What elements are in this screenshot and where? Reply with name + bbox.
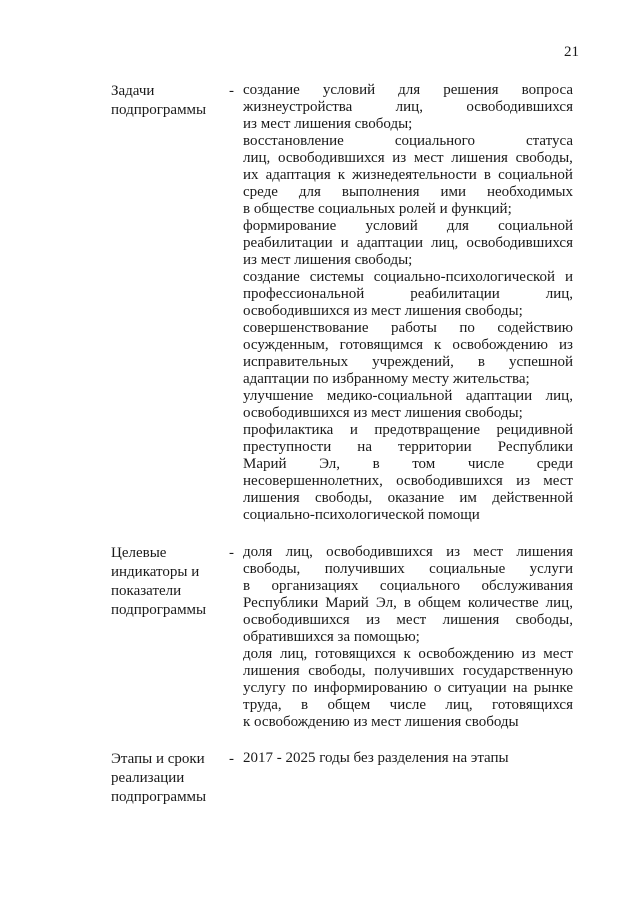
text-line: несовершеннолетних, освободившихся из мест [243,473,573,489]
paragraph [243,750,573,767]
label-line: Целевые [111,545,167,561]
text-line: лишения свободы, оказание им действенной [243,490,573,506]
text-line: 2017 - 2025 годы без разделения на этапы [243,750,509,766]
text-line: создание условий для решения вопроса [243,82,573,98]
text-line: лиц, освободившихся из мест лишения свободы, [243,150,573,166]
text-line: освободившихся из мест лишения свободы; [243,405,523,421]
text-line: жизнеустройства лиц, освободившихся [243,99,573,115]
text-line: среде для выполнения ими необходимых [243,184,573,200]
label-line: индикаторы и [111,564,200,580]
text-line: профилактика и предотвращение рецидивной [243,422,573,438]
text-line: социально-психологической помощи [243,507,480,523]
paragraph [243,388,573,422]
paragraph [243,269,573,320]
text-line: услугу по информированию о ситуации на рынке [243,680,573,696]
section-label [111,544,223,620]
text-line: профессиональной реабилитации лиц, [243,286,573,302]
text-line: улучшение медико-социальной адаптации лиц, [243,388,573,404]
label-line: подпрограммы [111,789,207,805]
label-line: подпрограммы [111,102,207,118]
label-line: показатели [111,583,182,599]
paragraph [243,646,573,731]
dash-separator: - [229,751,234,767]
text-line: из мест лишения свободы; [243,116,413,132]
text-line: адаптации по избранному месту жительства; [243,371,530,387]
text-line: совершенствование работы по содействию [243,320,573,336]
text-line: осужденным, готовящимся к освобождению из [243,337,573,353]
label-line: Задачи [111,83,155,99]
text-line: исправительных учреждений, в успешной [243,354,573,370]
paragraph [243,133,573,218]
paragraph [243,422,573,524]
label-line: Этапы и сроки [111,751,205,767]
text-line: доля лиц, освободившихся из мест лишения [243,544,573,560]
text-line: освободившихся из мест лишения свободы; [243,303,523,319]
label-line: реализации [111,770,185,786]
page-number: 21 [564,44,579,60]
text-line: доля лиц, готовящихся к освобождению из мест [243,646,573,662]
section-label [111,82,223,120]
dash-separator: - [229,545,234,561]
text-line: освободившихся из мест лишения свободы, [243,612,573,628]
section-content [243,82,573,524]
section-content [243,750,573,767]
paragraph [243,544,573,646]
section-label [111,750,223,807]
text-line: восстановление социального статуса [243,133,573,149]
text-line: свободы, получивших социальные услуги [243,561,573,577]
text-line: реабилитации и адаптации лиц, освободившихся [243,235,573,251]
section-content [243,544,573,731]
text-line: формирование условий для социальной [243,218,573,234]
text-line: труда, в общем числе лиц, готовящихся [243,697,573,713]
text-line: к освобождению из мест лишения свободы [243,714,519,730]
paragraph [243,218,573,269]
text-line: Марий Эл, в том числе среди [243,456,573,472]
text-line: их адаптация к жизнедеятельности в социальной [243,167,573,183]
text-line: Республики Марий Эл, в общем количестве лиц, [243,595,573,611]
text-line: создание системы социально-психологической и [243,269,573,285]
text-line: в обществе социальных ролей и функций; [243,201,512,217]
text-line: в организациях социального обслуживания [243,578,573,594]
text-line: преступности на территории Республики [243,439,573,455]
dash-separator: - [229,83,234,99]
text-line: обратившихся за помощью; [243,629,420,645]
paragraph [243,82,573,133]
label-line: подпрограммы [111,602,207,618]
text-line: лишения свободы, получивших государственную [243,663,573,679]
text-line: из мест лишения свободы; [243,252,413,268]
paragraph [243,320,573,388]
